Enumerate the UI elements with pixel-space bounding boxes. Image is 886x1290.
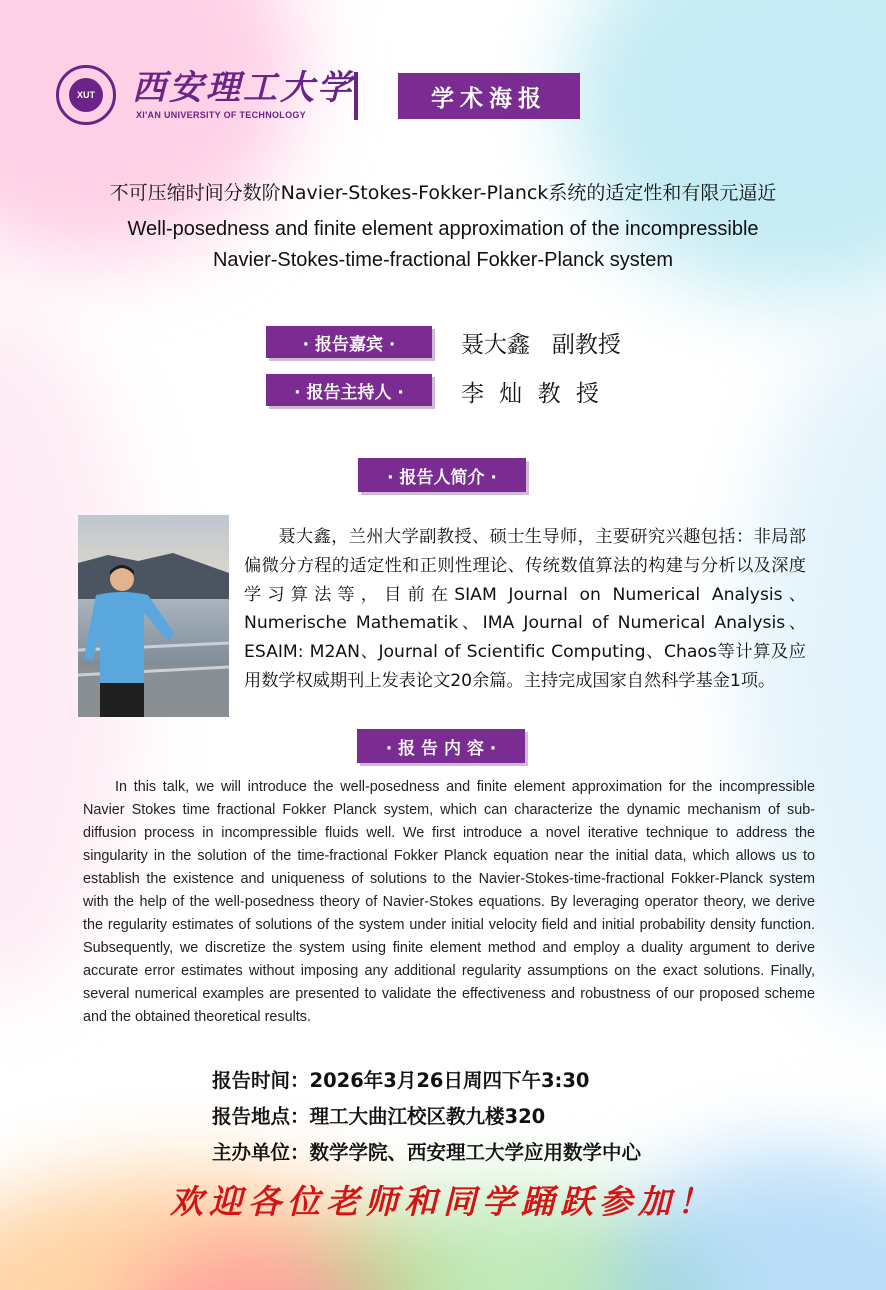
- time-value: 2026年3月26日周四下午3:30: [309, 1069, 590, 1092]
- university-logo: [56, 65, 116, 125]
- place-label: 报告地点：: [212, 1105, 310, 1128]
- header-divider: [354, 72, 358, 120]
- title-en-line2: Navier-Stokes-time-fractional Fokker-Planck system: [212, 249, 674, 271]
- organizer-value: 数学学院、西安理工大学应用数学中心: [309, 1141, 642, 1164]
- logo-text: XUT: [69, 78, 103, 112]
- host-label: · 报告主持人 ·: [266, 374, 432, 406]
- university-name-en: XI'AN UNIVERSITY OF TECHNOLOGY: [136, 110, 306, 120]
- welcome-message: 欢迎各位老师和同学踊跃参加！: [170, 1182, 716, 1221]
- place-value: 理工大曲江校区教九楼320: [309, 1105, 546, 1128]
- info-organizer: [212, 1137, 641, 1165]
- speaker-photo: [78, 515, 229, 717]
- talk-abstract: In this talk, we will introduce the well-posedness and finite element approximation for the incompressible Navier Stokes time fractional Fokker Planck system, which can characterize the dynamic mechanism of sub-diffusion process in incompressible fluids well. We first introduce a novel iterative technique to address the singularity in the solution of the time-fractional Fokker Planck equation near the initial data, which allows us to establish the existence and uniqueness of solutions to the Navier-Stokes-time-fractional Fokker-Planck system with the help of the well-posedness theory of Navier-Stokes equations. By leveraging operator theory, we derive the regularity estimates of solutions of the system under initial velocity field and initial probability density function. Subsequently, we discretize the system using finite element method and employ a duality argument to derive accurate error estimates without imposing any additional regularity assumptions on the exact solutions. Finally, several numerical examples are presented to validate the effectiveness and robustness of our proposed scheme and the obtained theoretical results.: [83, 779, 815, 1025]
- university-name-cn: 西安理工大学: [132, 68, 354, 108]
- bio-section-label: · 报告人简介 ·: [358, 458, 526, 492]
- info-time: [212, 1065, 590, 1093]
- time-label: 报告时间：: [212, 1069, 310, 1092]
- title-cn: 不可压缩时间分数阶Navier-Stokes-Fokker-Planck系统的适定性和有限元逼近: [109, 182, 777, 204]
- host-name: 李 灿 教 授: [461, 381, 603, 407]
- poster-tag: 学术海报: [398, 73, 580, 119]
- speaker-label: · 报告嘉宾 ·: [266, 326, 432, 358]
- speaker-name: 聂大鑫 副教授: [461, 332, 621, 358]
- organizer-label: 主办单位：: [212, 1141, 310, 1164]
- speaker-bio: [244, 523, 806, 696]
- content-section-label: · 报 告 内 容 ·: [357, 729, 525, 763]
- title-en-line1: Well-posedness and finite element approximation of the incompressible: [127, 218, 759, 240]
- speaker-bio-text: 聂大鑫，兰州大学副教授、硕士生导师，主要研究兴趣包括：非局部偏微分方程的适定性和正则性理论、传统数值算法的构建与分析以及深度学习算法等，目前在SIAM Journal on Numerical Analysis、Numerische Mathematik、IMA Journal of Numerical Analysis、ESAIM: M2AN、Journal of Scientific Computing、Chaos等计算及应用数学权威期刊上发表论文20余篇。主持完成国家自然科学基金1项。: [244, 527, 806, 691]
- info-place: [212, 1101, 545, 1129]
